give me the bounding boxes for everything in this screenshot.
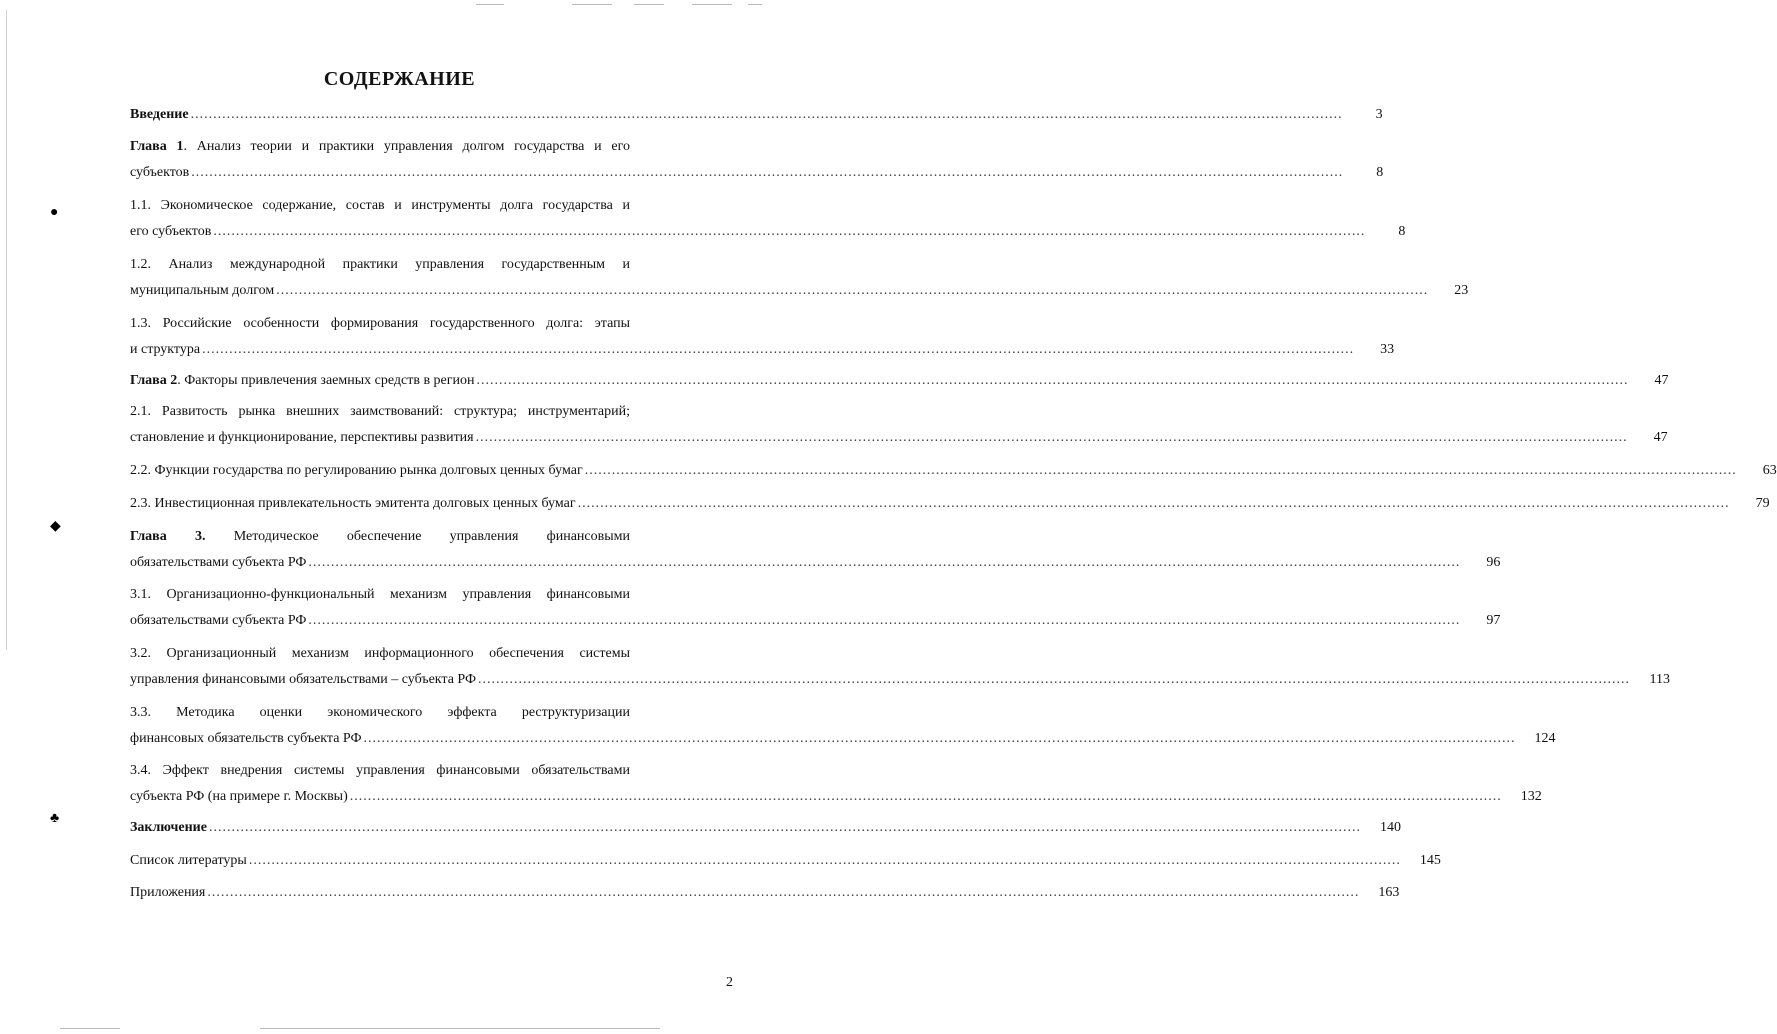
toc-entry-chapter-1[interactable] [130, 134, 1384, 186]
leader-dots [191, 102, 1343, 128]
leader-dots [308, 550, 1460, 576]
toc-entry-title: Глава 2. Факторы привлечения заемных средств в регион [130, 373, 475, 388]
toc-page-number: 3 [1375, 107, 1383, 122]
toc-page-number: 8 [1376, 165, 1384, 180]
toc-entry-line1: 2.1. Развитость рынка внешних заимствований: структура; инструментарий; [130, 404, 630, 419]
toc-entry-chapter-2[interactable] [130, 368, 1669, 394]
leader-dots [478, 667, 1630, 693]
toc-entry-title: 2.3. Инвестиционная привлекательность эмитента долговых ценных бумаг [130, 496, 576, 511]
toc-entry-2-1[interactable] [130, 399, 1668, 451]
toc-entry-1-3[interactable] [130, 311, 1395, 363]
leader-dots [350, 784, 1502, 810]
toc-entry-1-1[interactable] [130, 193, 1406, 245]
toc-entry-chapter-3[interactable] [130, 524, 1501, 576]
page-number: 2 [726, 975, 733, 990]
toc-entry-line1: Глава 3. Методическое обеспечение управления финансовыми [130, 529, 630, 544]
toc-entry-title: субъекта РФ (на примере г. Москвы) [130, 789, 348, 804]
toc-page-number: 96 [1486, 555, 1501, 570]
toc-entry-line1: 1.1. Экономическое содержание, состав и инструменты долга государства и [130, 198, 630, 213]
scan-artifact [60, 1028, 120, 1029]
toc-page-number: 97 [1486, 613, 1501, 628]
toc-entry-3-1[interactable] [130, 582, 1501, 634]
leader-dots [209, 815, 1361, 841]
toc-entry-3-4[interactable] [130, 758, 1542, 810]
leader-dots [207, 880, 1359, 906]
leader-dots [578, 491, 1730, 517]
toc-entry-title: финансовых обязательств субъекта РФ [130, 731, 362, 746]
toc-entry-title: 2.2. Функции государства по регулированию рынка долговых ценных бумаг [130, 463, 583, 478]
toc-entry-line1: 1.3. Российские особенности формирования государственного долга: этапы [130, 316, 630, 331]
toc-entry-title: и структура [130, 342, 201, 357]
leader-dots [364, 726, 1516, 752]
toc-entry-line1: 3.4. Эффект внедрения системы управления финансовыми обязательствами [130, 763, 630, 778]
toc-entry-2-3[interactable] [130, 491, 1770, 517]
toc-entry-title: его субъектов [130, 224, 212, 239]
toc-entry-title: муниципальным долгом [130, 283, 275, 298]
scan-artifact [634, 4, 664, 5]
leader-dots [276, 278, 1428, 304]
leader-dots [476, 425, 1628, 451]
toc-entry-line1: 3.1. Организационно-функциональный механизм управления финансовыми [130, 587, 630, 602]
toc-entry-title: Введение [130, 107, 189, 122]
toc-entry-title: Список литературы [130, 853, 247, 868]
toc-entry-title: Заключение [130, 820, 207, 835]
punch-hole-mark: ● [50, 205, 59, 220]
toc-entry-title: Приложения [130, 885, 206, 900]
toc-page-number: 79 [1755, 496, 1770, 511]
toc-entry-conclusion[interactable] [130, 815, 1401, 841]
toc-entry-title: обязательствами субъекта РФ [130, 555, 307, 570]
toc-entry-title: становление и функционирование, перспективы развития [130, 430, 474, 445]
toc-entry-1-2[interactable] [130, 252, 1469, 304]
toc-entry-line1: Глава 1. Анализ теории и практики управления долгом государства и его [130, 139, 630, 154]
toc-entry-bibliography[interactable] [130, 848, 1441, 874]
toc-entry-line1: 1.2. Анализ международной практики управления государственным и [130, 257, 630, 272]
punch-hole-mark: ♣ [50, 811, 60, 826]
toc-page-number: 63 [1762, 463, 1777, 478]
leader-dots [249, 848, 1401, 874]
toc-page-number: 124 [1534, 731, 1556, 746]
scan-artifact [572, 4, 612, 5]
toc-page-number: 140 [1379, 820, 1401, 835]
scan-artifact [748, 4, 762, 5]
toc-entry-3-2[interactable] [130, 641, 1671, 693]
leader-dots [477, 368, 1629, 394]
toc-entry-line1: 3.3. Методика оценки экономического эффекта реструктуризации [130, 705, 630, 720]
scan-edge [6, 10, 7, 650]
punch-hole-mark: ◆ [50, 519, 61, 534]
leader-dots [308, 608, 1460, 634]
toc-page-number: 163 [1378, 885, 1400, 900]
leader-dots [191, 160, 1343, 186]
toc-page-number: 132 [1520, 789, 1542, 804]
toc-page-number: 47 [1654, 373, 1669, 388]
scan-artifact [260, 1028, 660, 1029]
leader-dots [202, 337, 1354, 363]
leader-dots [213, 219, 1365, 245]
toc-page-number: 33 [1380, 342, 1395, 357]
toc-page-number: 8 [1398, 224, 1406, 239]
toc-entry-title: управления финансовыми обязательствами – субъекта РФ [130, 672, 477, 687]
scan-artifact [692, 4, 732, 5]
toc-entry-title: субъектов [130, 165, 190, 180]
toc-page-number: 145 [1419, 853, 1441, 868]
toc-entry-introduction[interactable] [130, 102, 1383, 128]
page-title: СОДЕРЖАНИЕ [323, 68, 476, 90]
toc-entry-line1: 3.2. Организационный механизм информационного обеспечения системы [130, 646, 630, 661]
toc-page-number: 113 [1649, 672, 1671, 687]
toc-page-number: 47 [1653, 430, 1668, 445]
toc-entry-2-2[interactable] [130, 458, 1777, 484]
toc-entry-title: обязательствами субъекта РФ [130, 613, 307, 628]
leader-dots [585, 458, 1737, 484]
scan-artifact [476, 4, 504, 5]
toc-entry-3-3[interactable] [130, 700, 1556, 752]
toc-page-number: 23 [1454, 283, 1469, 298]
toc-entry-appendices[interactable] [130, 880, 1400, 906]
